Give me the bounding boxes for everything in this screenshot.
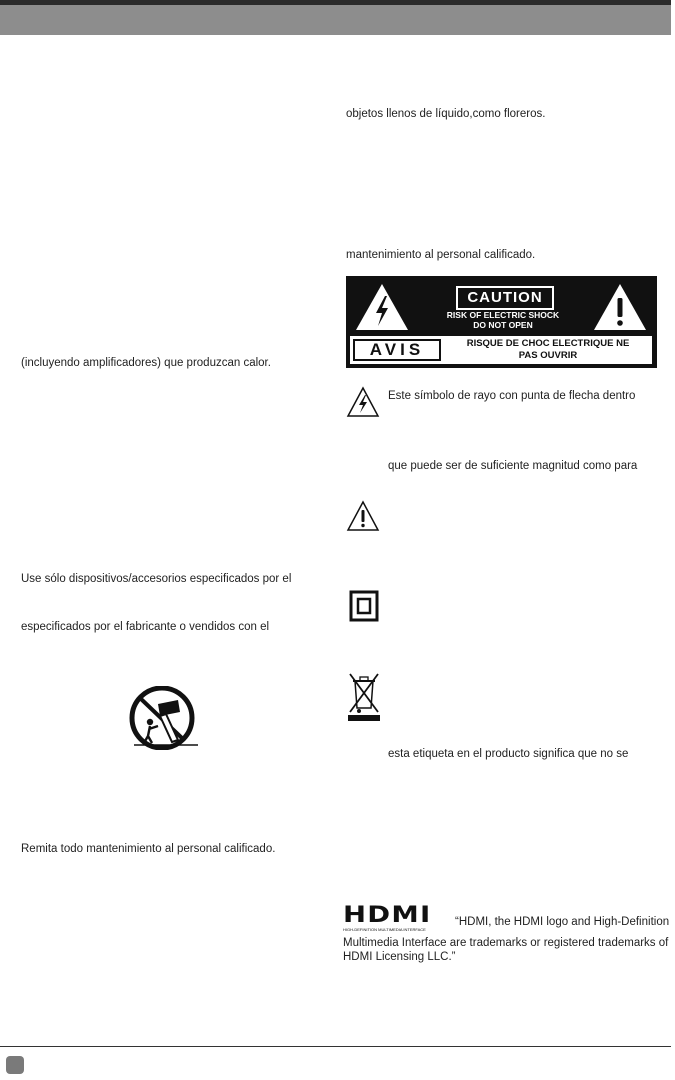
text-weee: esta etiqueta en el producto significa que no se: [388, 748, 629, 760]
risk-line-1: RISK OF ELECTRIC SHOCK: [446, 310, 560, 320]
avis-bar: [350, 336, 652, 364]
hdmi-logo-text: HDMI: [343, 903, 432, 928]
text-line-maintenance: mantenimiento al personal calificado.: [346, 249, 536, 261]
header-band: [0, 5, 671, 35]
text-lightning-1: Este símbolo de rayo con punta de flecha dentro: [388, 390, 636, 402]
text-line-liquids: objetos llenos de líquido,como floreros.: [346, 108, 546, 120]
exclamation-triangle-icon: [346, 500, 380, 532]
text-line-accessories-1: Use sólo dispositivos/accesorios especificados por el: [21, 573, 292, 585]
risque-line-1: RISQUE DE CHOC ELECTRIQUE NE: [466, 338, 630, 349]
page-number-tab: [6, 1056, 24, 1074]
lightning-triangle-icon: [346, 386, 380, 418]
cart-tip-over-icon: [122, 686, 202, 750]
risque-line-2: PAS OUVRIR: [518, 350, 578, 361]
hdmi-trademark-line-1: “HDMI, the HDMI logo and High-Definition: [455, 916, 670, 928]
text-line-service: Remita todo mantenimiento al personal calificado.: [21, 843, 276, 855]
avis-title: AVIS: [353, 339, 441, 361]
lightning-warning-icon: [354, 282, 410, 332]
risque-text: [446, 338, 650, 362]
crossed-bin-icon: [346, 670, 382, 722]
risk-line-2: DO NOT OPEN: [473, 320, 533, 330]
text-lightning-2: que puede ser de suficiente magnitud como para: [388, 460, 638, 472]
double-square-icon: [349, 590, 379, 622]
caution-title: CAUTION: [456, 286, 554, 310]
footer-rule: [0, 1046, 671, 1047]
hdmi-logo-tagline: HIGH-DEFINITION MULTIMEDIA INTERFACE: [343, 927, 426, 932]
hdmi-trademark-line-3: HDMI Licensing LLC.”: [343, 951, 456, 963]
text-line-accessories-2: especificados por el fabricante o vendidos con el: [21, 621, 270, 633]
caution-warning-label: [346, 276, 657, 368]
hdmi-logo: [343, 903, 447, 932]
text-line-heat: (incluyendo amplificadores) que produzcan calor.: [21, 357, 271, 369]
exclamation-warning-icon: [592, 282, 648, 332]
hdmi-trademark-line-2: Multimedia Interface are trademarks or registered trademarks of: [343, 937, 669, 949]
risk-text: [436, 310, 570, 330]
